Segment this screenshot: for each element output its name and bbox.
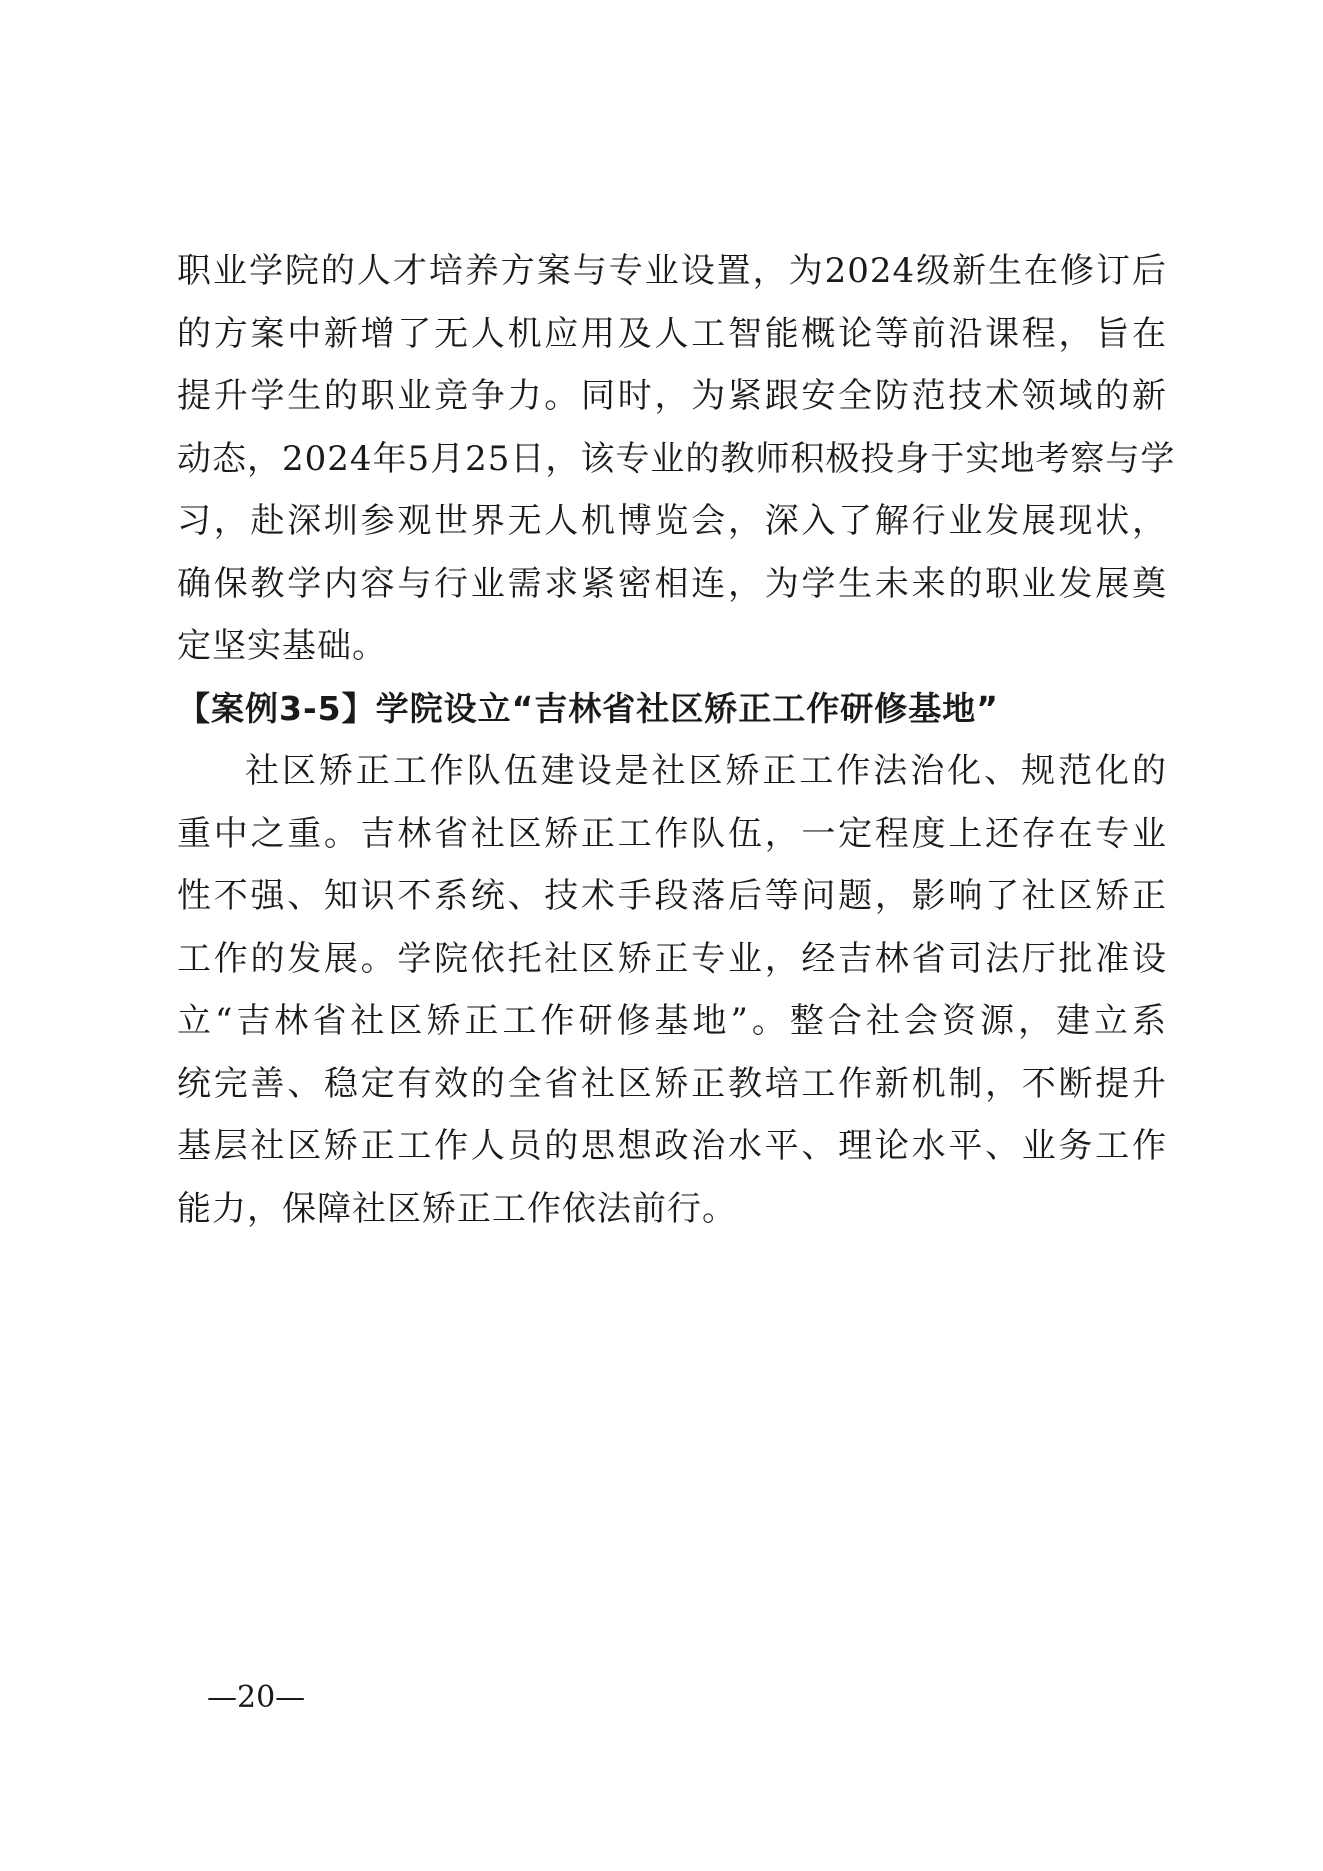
text-line: 基层社区矫正工作人员的思想政治水平、理论水平、业务工作 [177, 1126, 1167, 1166]
text-line: 能力，保障社区矫正工作依法前行。 [177, 1188, 737, 1229]
case-paragraph [177, 740, 1167, 1240]
text-line: 提升学生的职业竞争力。同时，为紧跟安全防范技术领域的新 [177, 376, 1167, 416]
text-line: 工作的发展。学院依托社区矫正专业，经吉林省司法厅批准设 [177, 938, 1167, 979]
text-line: 动态，2024年5月25日，该专业的教师积极投身于实地考察与学 [177, 438, 1176, 479]
case-heading: 【案例3-5】学院设立“吉林省社区矫正工作研修基地” [177, 688, 999, 728]
text-line: 性不强、知识不系统、技术手段落后等问题，影响了社区矫正 [177, 876, 1167, 916]
text-line: 重中之重。吉林省社区矫正工作队伍，一定程度上还存在专业 [177, 813, 1167, 854]
text-line: 立“吉林省社区矫正工作研修基地”。整合社会资源，建立系 [177, 1001, 1167, 1041]
page-number: —20— [207, 1680, 306, 1715]
text-line: 定坚实基础。 [177, 626, 387, 666]
text-line: 统完善、稳定有效的全省社区矫正教培工作新机制，不断提升 [177, 1063, 1167, 1104]
paragraph-continuation [177, 240, 1176, 678]
text-line: 习，赴深圳参观世界无人机博览会，深入了解行业发展现状， [177, 501, 1167, 541]
text-line: 社区矫正工作队伍建设是社区矫正工作法治化、规范化的 [245, 751, 1167, 791]
text-line: 确保教学内容与行业需求紧密相连，为学生未来的职业发展奠 [177, 563, 1167, 604]
text-line: 的方案中新增了无人机应用及人工智能概论等前沿课程，旨在 [177, 313, 1167, 354]
page-content [177, 240, 1176, 1240]
text-line: 职业学院的人才培养方案与专业设置，为2024级新生在修订后 [177, 251, 1167, 291]
